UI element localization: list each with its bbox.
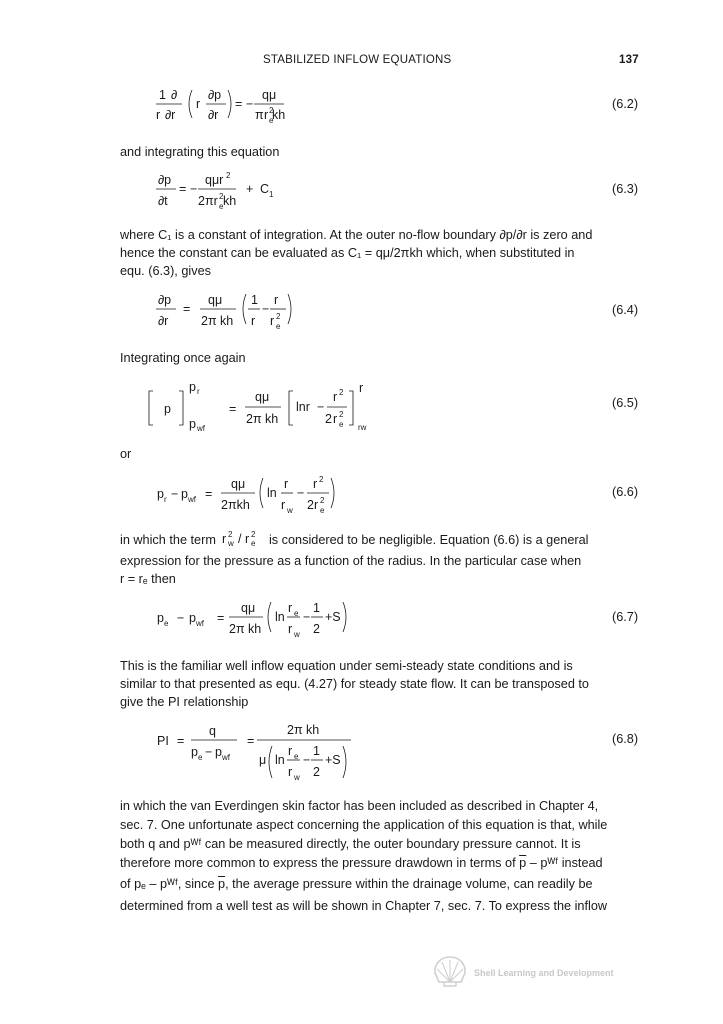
svg-text:w: w — [294, 773, 300, 782]
svg-text:e: e — [339, 420, 344, 429]
svg-text:wf: wf — [197, 424, 205, 433]
paragraph-5-line-3: r = rₑ then — [120, 572, 176, 586]
average-pressure-symbol: $\overline{p}$ — [218, 877, 226, 891]
svg-text:1: 1 — [159, 88, 166, 102]
svg-text:=: = — [177, 734, 185, 748]
running-header: STABILIZED INFLOW EQUATIONS — [263, 54, 452, 66]
svg-text:r: r — [313, 477, 318, 491]
paragraph-5-line-1-start: in which the term — [120, 533, 216, 547]
paragraph-2-line-2: hence the constant can be evaluated as C₁ = qμ/2πkh which, when substituted in — [120, 246, 575, 260]
svg-text:C: C — [260, 182, 270, 196]
paragraph-7-line-5-start: of pₑ – pᵂᶠ, since — [120, 877, 215, 891]
svg-text:1: 1 — [313, 744, 320, 758]
svg-text:ln: ln — [275, 753, 285, 767]
svg-text:∂r: ∂r — [208, 108, 219, 122]
svg-text:2: 2 — [319, 475, 324, 484]
paragraph-7-line-1: in which the van Everdingen skin factor has been included as described in Chapter 4, — [120, 799, 599, 813]
equation-6-7 — [157, 598, 357, 647]
svg-text:2: 2 — [251, 531, 256, 539]
equation-number-6-8: (6.8) — [612, 732, 639, 746]
equation-6-2 — [150, 86, 300, 135]
svg-text:r: r — [333, 412, 338, 426]
svg-text:2: 2 — [313, 622, 320, 636]
svg-text:2: 2 — [320, 496, 325, 505]
svg-text:∂p: ∂p — [158, 173, 172, 187]
equation-6-8 — [157, 720, 377, 787]
svg-text:∂r: ∂r — [158, 314, 169, 328]
svg-text:+: + — [246, 182, 254, 196]
svg-text:qμr: qμr — [205, 173, 224, 187]
svg-text:−: − — [317, 400, 325, 414]
svg-text:p: p — [215, 745, 222, 759]
svg-text:q: q — [209, 724, 216, 738]
svg-text:e: e — [294, 752, 299, 761]
paragraph-5-line-1-end: is considered to be negligible. Equation (6.6) is a general — [268, 533, 589, 547]
svg-text:wf: wf — [188, 495, 196, 504]
svg-text:e: e — [219, 202, 224, 211]
svg-text:∂: ∂ — [171, 88, 178, 102]
svg-text:wf: wf — [196, 619, 204, 628]
footer — [430, 954, 650, 990]
svg-text:r: r — [196, 97, 201, 111]
svg-text:w: w — [228, 539, 235, 547]
svg-text:∂p: ∂p — [208, 88, 222, 102]
paragraph-4: or — [120, 447, 132, 461]
paragraph-7-line-4-end: – pᵂᶠ instead — [529, 856, 603, 870]
equation-6-6 — [157, 474, 357, 523]
term-rw2-over-re2 — [219, 531, 265, 547]
svg-text:2π kh: 2π kh — [287, 723, 320, 737]
svg-text:−: − — [297, 486, 305, 500]
svg-text:p: p — [189, 417, 196, 431]
svg-text:e: e — [294, 609, 299, 618]
svg-text:2: 2 — [339, 410, 344, 419]
svg-text:1: 1 — [251, 293, 258, 307]
shell-logo-icon — [432, 954, 468, 988]
svg-text:p: p — [157, 611, 164, 625]
svg-text:−: − — [262, 302, 270, 316]
svg-text:qμ: qμ — [262, 88, 277, 102]
svg-text:r: r — [281, 498, 286, 512]
svg-text:p: p — [164, 402, 171, 416]
paragraph-6-line-1: This is the familiar well inflow equation under semi-steady state conditions and is — [120, 659, 573, 673]
svg-text:lnr: lnr — [296, 400, 310, 414]
svg-text:−: − — [171, 487, 179, 501]
svg-text:ln: ln — [275, 610, 285, 624]
svg-text:−: − — [190, 182, 198, 196]
svg-text:r: r — [288, 765, 293, 779]
equation-6-5 — [145, 378, 367, 433]
svg-text:w: w — [287, 506, 293, 515]
svg-text:=: = — [247, 734, 255, 748]
svg-text:1: 1 — [269, 190, 274, 199]
svg-text:e: e — [164, 619, 169, 628]
paragraph-7-line-4-start: therefore more common to express the pressure drawdown in terms of — [120, 856, 516, 870]
equation-number-6-6: (6.6) — [612, 485, 639, 499]
svg-text:qμ: qμ — [241, 601, 256, 615]
svg-text:−: − — [205, 745, 213, 759]
paragraph-7-line-3: both q and pᵂᶠ can be measured directly, the outer boundary pressure cannot. It is — [120, 837, 581, 851]
svg-text:r: r — [264, 108, 269, 122]
svg-text:r: r — [156, 108, 161, 122]
average-pressure-symbol: $\overline{p}$ — [519, 856, 527, 870]
paragraph-1: and integrating this equation — [120, 145, 280, 159]
svg-text:p: p — [191, 745, 198, 759]
svg-text:−: − — [246, 97, 254, 111]
svg-text:2: 2 — [276, 312, 281, 321]
svg-text:e: e — [251, 539, 256, 547]
svg-text:μ: μ — [259, 753, 267, 767]
svg-text:e: e — [198, 753, 203, 762]
paragraph-2-line-1: where C₁ is a constant of integration. At the outer no-flow boundary ∂p/∂r is zero and — [120, 228, 593, 242]
svg-text:qμ: qμ — [208, 293, 223, 307]
svg-text:qμ: qμ — [255, 390, 270, 404]
svg-text:r: r — [164, 495, 167, 504]
svg-text:r: r — [222, 532, 227, 546]
svg-text:ln: ln — [267, 486, 277, 500]
svg-text:kh: kh — [223, 194, 237, 208]
svg-text:p: p — [157, 487, 164, 501]
equation-6-3 — [150, 170, 300, 219]
paragraph-6-line-2: similar to that presented as equ. (4.27) for steady state flow. It can be transposed to — [120, 677, 589, 691]
svg-text:2: 2 — [313, 765, 320, 779]
equation-number-6-5: (6.5) — [612, 396, 639, 410]
footer-text: Shell Learning and Development — [474, 968, 614, 978]
paragraph-7-line-6: determined from a well test as will be shown in Chapter 7, sec. 7. To express the inflow — [120, 899, 608, 913]
svg-text:wf: wf — [222, 753, 230, 762]
paragraph-7-line-2: sec. 7. One unfortunate aspect concerning the application of this equation is that, while — [120, 818, 608, 832]
equation-number-6-4: (6.4) — [612, 303, 639, 317]
svg-text:r: r — [288, 601, 293, 615]
svg-text:−: − — [303, 753, 311, 767]
svg-text:2π kh: 2π kh — [246, 412, 279, 426]
svg-text:kh: kh — [272, 108, 286, 122]
page-number: 137 — [619, 54, 639, 66]
svg-text:r: r — [288, 744, 293, 758]
svg-text:r: r — [288, 622, 293, 636]
svg-text:e: e — [276, 322, 281, 331]
svg-text:2: 2 — [219, 192, 224, 201]
svg-text:/: / — [238, 532, 242, 546]
svg-text:e: e — [320, 506, 325, 515]
svg-text:−: − — [177, 611, 185, 625]
svg-text:2πkh: 2πkh — [221, 498, 250, 512]
svg-text:π: π — [255, 108, 264, 122]
paragraph-6-line-3: give the PI relationship — [120, 695, 249, 709]
paragraph-5-line-1 — [120, 530, 640, 551]
paragraph-2-line-3: equ. (6.3), gives — [120, 264, 211, 278]
svg-text:p: p — [189, 380, 196, 394]
svg-text:r: r — [197, 387, 200, 396]
svg-text:=: = — [179, 182, 187, 196]
svg-text:∂r: ∂r — [165, 108, 176, 122]
svg-text:−: − — [303, 610, 311, 624]
svg-text:+S: +S — [325, 753, 341, 767]
equation-6-4 — [150, 290, 300, 339]
svg-text:+S: +S — [325, 610, 341, 624]
svg-text:qμ: qμ — [231, 477, 246, 491]
paragraph-7-line-4 — [120, 853, 640, 874]
paragraph-3: Integrating once again — [120, 351, 246, 365]
svg-text:∂p: ∂p — [158, 293, 172, 307]
svg-text:r: r — [359, 381, 364, 395]
equation-number-6-2: (6.2) — [612, 97, 639, 111]
svg-text:2: 2 — [325, 412, 332, 426]
svg-text:=: = — [183, 302, 191, 316]
svg-text:p: p — [181, 487, 188, 501]
paragraph-7-line-5 — [120, 874, 640, 895]
svg-text:=: = — [217, 611, 225, 625]
equation-number-6-7: (6.7) — [612, 610, 639, 624]
svg-text:r: r — [251, 314, 256, 328]
svg-text:r: r — [333, 390, 338, 404]
svg-text:1: 1 — [313, 601, 320, 615]
svg-text:r: r — [284, 477, 289, 491]
svg-text:w: w — [294, 630, 300, 639]
svg-text:PI: PI — [157, 734, 169, 748]
svg-text:∂t: ∂t — [158, 194, 168, 208]
paragraph-7-line-5-end: , the average pressure within the drainage volume, can readily be — [225, 877, 593, 891]
svg-text:r: r — [270, 314, 275, 328]
svg-text:=: = — [235, 97, 243, 111]
svg-text:2: 2 — [269, 106, 274, 115]
svg-text:2: 2 — [339, 388, 344, 397]
svg-text:2: 2 — [226, 171, 231, 180]
svg-text:rw: rw — [358, 423, 367, 432]
svg-text:r: r — [245, 532, 250, 546]
svg-text:2π kh: 2π kh — [201, 314, 234, 328]
paragraph-5-line-2: expression for the pressure as a function of the radius. In the particular case when — [120, 554, 582, 568]
svg-text:2π kh: 2π kh — [229, 622, 262, 636]
svg-text:=: = — [229, 402, 237, 416]
svg-text:p: p — [189, 611, 196, 625]
equation-number-6-3: (6.3) — [612, 182, 639, 196]
svg-text:2: 2 — [228, 531, 233, 539]
svg-text:=: = — [205, 487, 213, 501]
svg-text:2πr: 2πr — [198, 194, 218, 208]
svg-text:e: e — [269, 116, 274, 125]
svg-text:r: r — [274, 293, 279, 307]
svg-text:2r: 2r — [307, 498, 319, 512]
